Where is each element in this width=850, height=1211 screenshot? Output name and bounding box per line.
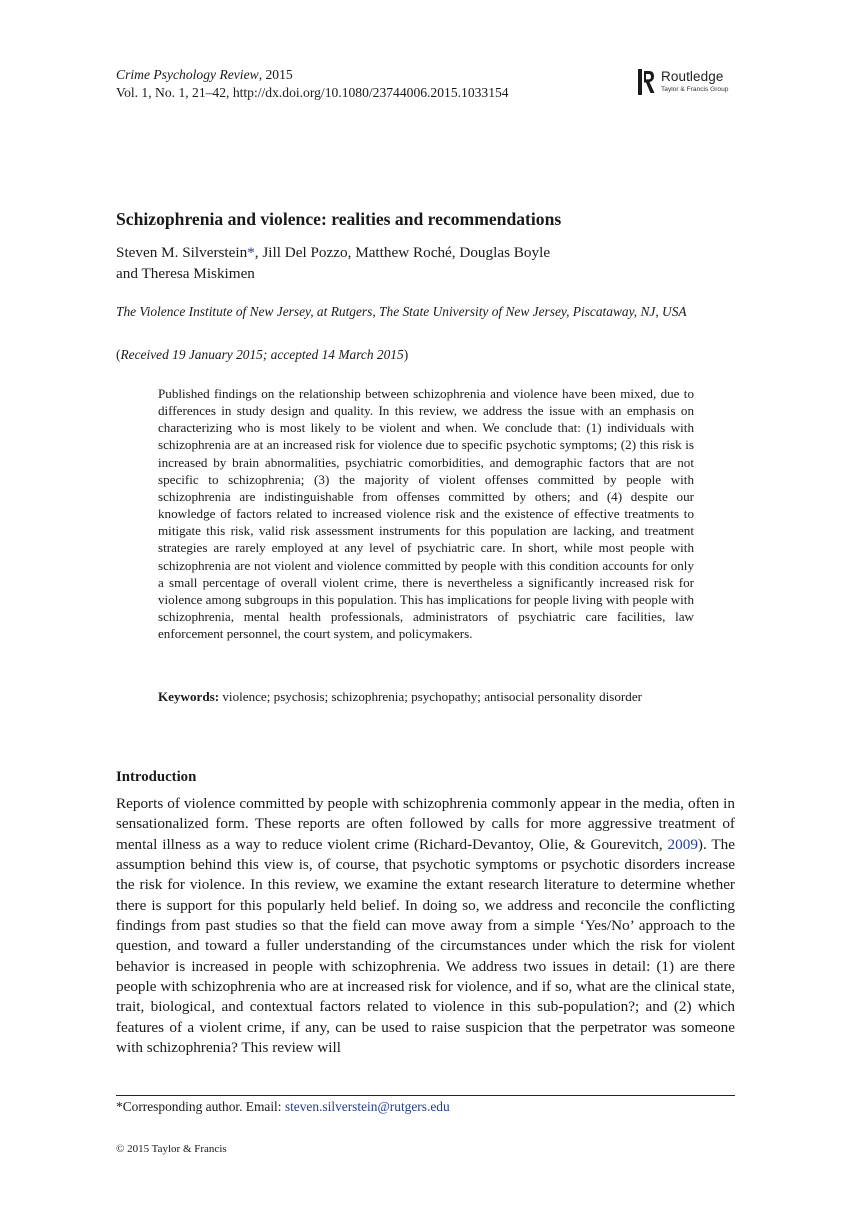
keywords-list: violence; psychosis; schizophrenia; psychopathy; antisocial personality disorder: [219, 689, 643, 704]
introduction-paragraph: [116, 794, 735, 1058]
author-list-continued: and Theresa Miskimen: [116, 265, 255, 282]
section-heading-introduction: Introduction: [116, 769, 197, 785]
abstract: Published findings on the relationship between schizophrenia and violence have been mixed, due to differences in study design and quality. In this review, we address the issue with an emphasis on characterizing who is most likely to be violent and when. We conclude that: (1) individuals with schizophrenia are at an increased risk for violence due to specific psychotic symptoms; (2) this risk is increased by brain abnormalities, psychiatric comorbidities, and demographic factors that are not specific to schizophrenia; (3) the majority of violent offenses committed by people with schizophrenia are indistinguishable from offenses committed by others; and (4) despite our knowledge of factors related to increased violence risk and the existence of effective treatments to mitigate this risk, valid risk assessment instruments for this population are lacking, and treatment strategies are rarely employed at any level of psychiatric care. In short, while most people with schizophrenia are not violent and violence committed by people with this condition accounts for only a small percentage of overall violent crime, there is nevertheless a significantly increased risk for violence among subgroups in this population. This has implications for people living with people with schizophrenia, mental health professionals, administrators of psychiatric care facilities, law enforcement personnel, the court system, and policymakers.: [158, 386, 694, 642]
received-dates: [116, 347, 408, 363]
received-open: (: [116, 347, 121, 362]
footnote: [116, 1099, 450, 1115]
publisher-sub: Taylor & Francis Group: [661, 86, 729, 93]
journal-name: Crime Psychology Review: [116, 67, 259, 82]
journal-title-line: [116, 66, 509, 84]
author-first: Steven M. Silverstein: [116, 244, 248, 261]
affiliation: The Violence Institute of New Jersey, at Rutgers, The State University of New Jersey, Piscataway, NJ, USA: [116, 304, 687, 319]
intro-text-b: ). The assumption behind this view is, of course, that psychotic symptoms or psychotic disorders increase the risk for violence. In this review, we examine the extant research literature to determine whether there is support for this popularly held belief. In doing so, we address and reconcile the conflicting findings from past studies so that the field can move away from a simple ‘Yes/No’ approach to the question, and toward a fuller understanding of the circumstances under which the risk for violent behavior is increased in people with schizophrenia. We address two issues in detail: (1) are there people with schizophrenia who are at increased risk for violence, and if so, what are the clinical state, trait, biological, and contextual factors related to violence in this sub-population?; and (2) which features of a violent crime, if any, can be used to raise suspicion that the perpetrator was someone with schizophrenia? This review will: [116, 835, 735, 1057]
footnote-divider: [116, 1095, 735, 1096]
journal-year: , 2015: [258, 67, 293, 82]
received-close: ): [403, 347, 409, 362]
routledge-logo-icon: [637, 68, 657, 96]
received-text: Received 19 January 2015; accepted 14 March 2015: [120, 347, 404, 362]
journal-citation: Vol. 1, No. 1, 21–42, http://dx.doi.org/10.1080/23744006.2015.1033154: [116, 85, 509, 100]
journal-header: [116, 66, 509, 102]
corresponding-author-link[interactable]: *: [247, 244, 255, 261]
email-link[interactable]: steven.silverstein@rutgers.edu: [284, 1099, 450, 1114]
article-title: Schizophrenia and violence: realities and recommendations: [116, 209, 562, 229]
article-authors: [116, 242, 550, 284]
publisher-brand: Routledge: [661, 69, 724, 84]
copyright: © 2015 Taylor & Francis: [116, 1143, 227, 1155]
author-list: , Jill Del Pozzo, Matthew Roché, Douglas Boyle: [254, 244, 551, 261]
citation-link[interactable]: 2009: [667, 835, 698, 853]
intro-text-a: Reports of violence committed by people with schizophrenia commonly appear in the media, often in sensationalized form. These reports are often followed by calls for more aggressive treatment of mental illness as a way to reduce violent crime (Richard-Devantoy, Olie, & Gourevitch,: [116, 795, 735, 853]
keywords-label: Keywords:: [158, 689, 220, 704]
publisher-logo: [637, 68, 747, 98]
footnote-label: *Corresponding author. Email:: [116, 1099, 285, 1114]
keywords: [158, 688, 694, 705]
